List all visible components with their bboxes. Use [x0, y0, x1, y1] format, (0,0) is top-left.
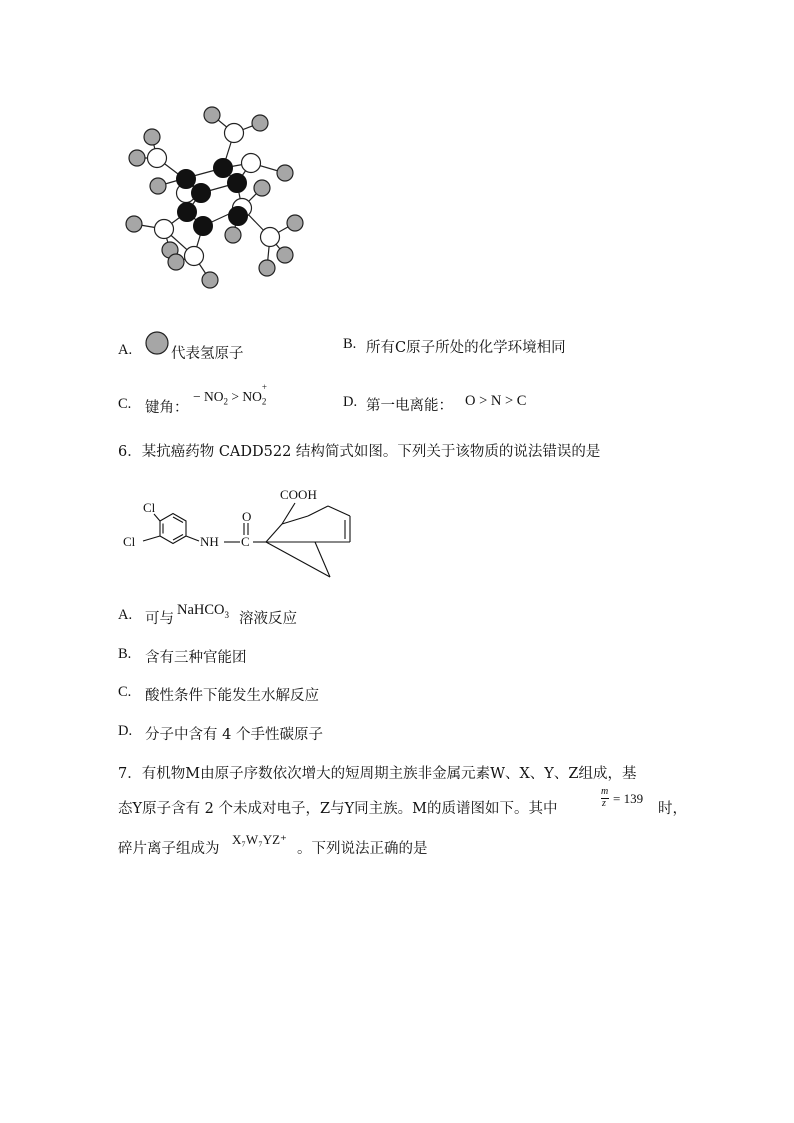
q5-option-c-formula: − $NO_2$ > NO + $_2$	[193, 382, 267, 407]
q7-fraction-denominator: z	[602, 798, 606, 809]
q5-option-c-label: 键角：	[145, 400, 189, 416]
carbon-label: C	[241, 534, 250, 549]
q6-option-a-post: 溶液反应	[239, 611, 297, 627]
oxygen-label: O	[242, 509, 252, 524]
q6-option-d-text: 分子中含有 4 个手性碳原子	[145, 727, 323, 743]
q6-option-a-pre: 可与	[145, 611, 174, 627]
gray-atom-icon	[143, 330, 173, 360]
q5-option-d-text: 第一电离能：	[366, 398, 453, 414]
q7-line2-pre: 态Y原子含有 2 个未成对电子，Z与Y同主族。M的质谱图如下。其中	[118, 801, 558, 817]
q7-line3-post: 。下列说法正确的是	[297, 841, 428, 857]
q6-stem: 6．某抗癌药物 CADD522 结构简式如图。下列关于该物质的说法错误的是	[118, 444, 601, 460]
q6-option-c-text: 酸性条件下能发生水解反应	[145, 688, 319, 704]
q7-line3-pre: 碎片离子组成为	[118, 841, 220, 857]
q7-line1: 7．有机物M由原子序数依次增大的短周期主族非金属元素W、X、Y、Z组成，基	[118, 766, 637, 782]
q7-mz-value: = 139	[613, 791, 644, 806]
q6-option-b-letter: B.	[118, 646, 132, 662]
gray-atoms	[126, 107, 303, 288]
cadd522-structure	[0, 480, 794, 580]
q7-fraction-numerator: m	[601, 786, 609, 797]
cl-top-label: Cl	[143, 500, 156, 515]
q6-option-d-letter: D.	[118, 723, 133, 739]
molecule-model-figure	[0, 0, 794, 300]
q5-option-b-letter: B.	[343, 336, 357, 352]
nh-label: NH	[200, 534, 219, 549]
cl-left-label: Cl	[123, 534, 136, 549]
q5-option-a-letter: A.	[118, 342, 133, 358]
q6-option-a-letter: A.	[118, 607, 133, 623]
q5-option-b-text: 所有C原子所处的化学环境相同	[366, 340, 566, 356]
q5-option-c-letter: C.	[118, 396, 132, 412]
q6-option-c-letter: C.	[118, 684, 132, 700]
q6-option-b-text: 含有三种官能团	[145, 650, 247, 666]
q5-option-d-letter: D.	[343, 394, 358, 410]
q6-option-a-formula: NaHCO$_3$	[177, 602, 230, 620]
q5-option-a-text: 代表氢原子	[171, 346, 244, 362]
q7-fragment-formula: X₇W₇YZ⁺	[232, 832, 287, 847]
cooh-label: COOH	[280, 487, 317, 502]
q5-option-d-order: O > N > C	[465, 393, 527, 409]
q7-line2-post: 时，	[658, 801, 687, 817]
